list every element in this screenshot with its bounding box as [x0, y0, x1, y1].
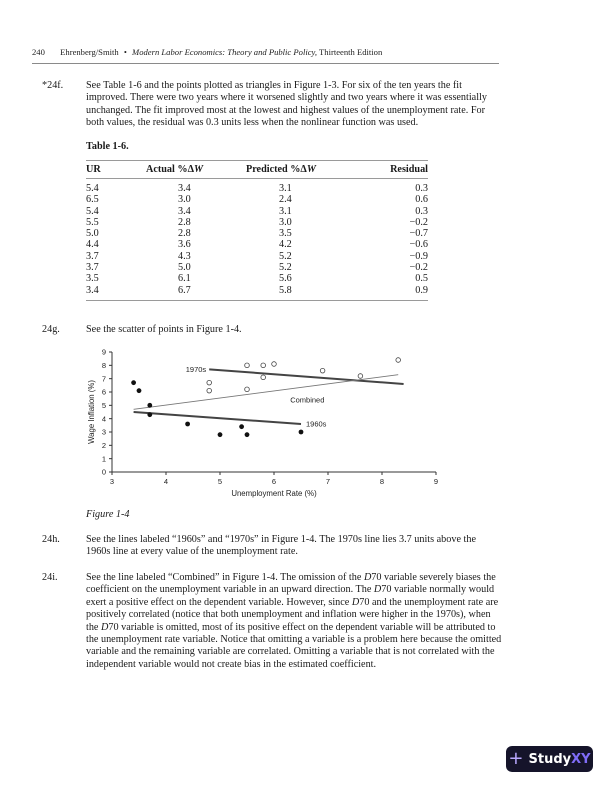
- item-number: *24f.: [42, 80, 64, 91]
- point-1970s: [358, 374, 363, 379]
- table-rule-bottom: [86, 300, 428, 301]
- table-row: [86, 228, 428, 239]
- cell-ur: 3.7: [86, 262, 99, 274]
- point-1960s: [185, 422, 190, 427]
- cell-ur: 4.4: [86, 239, 99, 251]
- y-tick-label: 5: [101, 401, 106, 411]
- cell-actual: 2.8: [178, 216, 191, 228]
- y-tick-label: 9: [101, 347, 106, 357]
- point-1970s: [207, 388, 212, 393]
- line-label-1970s: 1970s: [185, 364, 207, 374]
- cell-ur: 5.0: [86, 228, 99, 240]
- table-title: Table 1-6.: [86, 141, 129, 152]
- header-separator: •: [123, 47, 127, 57]
- brand-accent: XY: [571, 751, 591, 767]
- figure-1-4-chart: [82, 344, 442, 504]
- cell-ur: 3.5: [86, 273, 99, 285]
- x-tick-label: 8: [379, 477, 385, 486]
- cell-predicted: 3.5: [279, 228, 292, 240]
- cell-ur: 6.5: [86, 194, 99, 206]
- table-body: [86, 183, 428, 296]
- item-number: 24i.: [42, 572, 58, 583]
- cell-residual: −0.6: [409, 239, 428, 251]
- answer-24f: [42, 80, 502, 130]
- cell-actual: 6.7: [178, 284, 191, 296]
- cell-predicted: 4.2: [279, 239, 292, 251]
- line-label-combined: Combined: [290, 395, 325, 405]
- running-header: [32, 47, 500, 57]
- answer-24h: [42, 534, 502, 559]
- cell-ur: 3.4: [86, 284, 99, 296]
- column-header-residual: Residual: [390, 164, 428, 175]
- item-number: 24g.: [42, 324, 60, 335]
- point-1970s: [272, 362, 277, 367]
- item-text: See the line labeled “Combined” in Figure 1-4. The omission of the D70 variable severely biases the coefficient on the unemployment variable in an upward direction. The D70 variable normally would exert a positive effect on the dependent variable. However, since D70 and the unemployment rate are positively correlated (notice that both unemployment and inflation were higher in the 1970s), when the D70 variable is omitted, most of its positive effect on the dependent variable will be attributed to the unemployment rate variable. Notice that omitting a variable is a problem here because the omitted variable and the remaining variable are correlated. Omitting a variable that is not correlated with the independent variable would not create bias in the estimated coefficient.: [86, 572, 502, 670]
- cell-predicted: 5.6: [279, 273, 292, 285]
- table-row: [86, 262, 428, 273]
- point-1960s: [147, 403, 152, 408]
- cell-actual: 5.0: [178, 262, 191, 274]
- column-header-actual-text: Actual %ΔW: [146, 164, 204, 175]
- point-1970s: [320, 368, 325, 373]
- variable-d: D: [363, 572, 372, 583]
- cell-predicted: 2.4: [279, 194, 292, 206]
- item-number: 24h.: [42, 534, 60, 545]
- column-header-predicted-text: Predicted %ΔW: [246, 164, 316, 175]
- item-text: See the lines labeled “1960s” and “1970s” in Figure 1-4. The 1970s line lies 3.7 units above the 1960s line at every value of the unemployment rate.: [86, 534, 476, 558]
- cell-predicted: 3.1: [279, 205, 292, 217]
- point-1960s: [239, 424, 244, 429]
- cell-actual: 4.3: [178, 250, 191, 262]
- table-row: [86, 194, 428, 205]
- x-tick-label: 5: [217, 477, 223, 486]
- cell-actual: 3.4: [178, 183, 191, 194]
- answer-24i: [42, 572, 502, 671]
- point-1960s: [137, 388, 142, 393]
- cell-actual: 3.6: [178, 239, 191, 251]
- cell-ur: 5.4: [86, 205, 99, 217]
- cell-ur: 5.5: [86, 216, 99, 228]
- cell-predicted: 3.1: [279, 183, 292, 194]
- cell-ur: 3.7: [86, 250, 99, 262]
- point-1970s: [245, 363, 250, 368]
- cell-residual: 0.6: [415, 194, 428, 206]
- table-row: [86, 183, 428, 194]
- cell-actual: 3.0: [178, 194, 191, 206]
- column-header-actual: [146, 164, 246, 175]
- table-row: [86, 217, 428, 228]
- table-1-6: [86, 160, 428, 301]
- column-header-ur: UR: [86, 164, 101, 175]
- variable-d: D: [351, 596, 360, 608]
- cell-residual: −0.2: [409, 216, 428, 228]
- brand-main: Study: [528, 751, 572, 767]
- cell-ur: 5.4: [86, 183, 99, 194]
- x-tick-label: 7: [325, 477, 331, 486]
- y-tick-label: 8: [101, 361, 106, 371]
- plus-icon: +: [508, 748, 524, 769]
- cell-residual: 0.5: [415, 273, 428, 285]
- y-axis-label: Wage Inflation (%): [87, 380, 96, 444]
- point-1960s: [245, 432, 250, 437]
- x-tick-label: 4: [163, 477, 169, 486]
- table-row: [86, 273, 428, 284]
- y-tick-label: 6: [101, 387, 106, 397]
- cell-predicted: 5.8: [279, 284, 292, 296]
- table-row: [86, 285, 428, 296]
- y-tick-label: 7: [101, 374, 106, 384]
- cell-actual: 2.8: [178, 228, 191, 240]
- x-tick-label: 6: [271, 477, 277, 486]
- table-row: [86, 251, 428, 262]
- cell-residual: 0.3: [415, 205, 428, 217]
- y-tick-label: 2: [101, 441, 106, 451]
- point-1960s: [131, 380, 136, 385]
- y-tick-label: 0: [101, 467, 106, 477]
- cell-predicted: 5.2: [279, 250, 292, 262]
- cell-residual: −0.9: [409, 250, 428, 262]
- y-tick-label: 1: [101, 454, 106, 464]
- column-header-predicted: [246, 164, 362, 175]
- table-rule-header: [86, 178, 428, 179]
- cell-predicted: 5.2: [279, 262, 292, 274]
- cell-actual: 3.4: [178, 205, 191, 217]
- point-1970s: [261, 375, 266, 380]
- page-number: 240: [32, 47, 45, 57]
- point-1970s: [245, 387, 250, 392]
- cell-predicted: 3.0: [279, 216, 292, 228]
- answer-24g: [42, 324, 502, 336]
- table-row: [86, 206, 428, 217]
- table-row: [86, 239, 428, 250]
- variable-d: D: [373, 584, 382, 596]
- line-combined: [134, 375, 399, 410]
- cell-residual: 0.3: [415, 183, 428, 194]
- point-1960s: [218, 432, 223, 437]
- studyxy-badge[interactable]: [506, 746, 593, 772]
- x-axis-label: Unemployment Rate (%): [231, 489, 317, 498]
- point-1960s: [147, 412, 152, 417]
- header-book-title: Modern Labor Economics: Theory and Public Policy,: [132, 47, 318, 57]
- line-1960s: [134, 412, 301, 424]
- x-tick-label: 9: [433, 477, 439, 486]
- y-tick-label: 4: [101, 414, 106, 424]
- italic-w: W: [306, 164, 316, 175]
- cell-residual: −0.7: [409, 228, 428, 240]
- item-text: See the scatter of points in Figure 1-4.: [86, 324, 242, 335]
- point-1970s: [396, 358, 401, 363]
- y-tick-label: 3: [101, 427, 106, 437]
- cell-residual: −0.2: [409, 262, 428, 274]
- item-text: See Table 1-6 and the points plotted as triangles in Figure 1-3. For six of the ten years the fit improved. There were two years where it worsened slightly and two years where it was essentially unchanged. The fit improved most at the lowest and highest values of the unemployment rate. For both values, the residual was 0.3 units less when the nonlinear function was used.: [86, 80, 487, 129]
- table-header-row: [86, 161, 428, 178]
- point-1960s: [299, 430, 304, 435]
- italic-w: W: [193, 164, 204, 175]
- header-rule: [32, 63, 499, 64]
- line-1970s: [209, 369, 403, 384]
- point-1970s: [207, 380, 212, 385]
- figure-caption: Figure 1-4: [86, 509, 130, 520]
- cell-actual: 6.1: [178, 273, 191, 285]
- header-edition: Thirteenth Edition: [319, 47, 383, 57]
- x-tick-label: 3: [109, 477, 115, 486]
- line-label-1960s: 1960s: [306, 419, 327, 429]
- cell-residual: 0.9: [415, 284, 428, 296]
- point-1970s: [261, 363, 266, 368]
- variable-d: D: [101, 621, 109, 633]
- header-authors: Ehrenberg/Smith: [60, 47, 119, 57]
